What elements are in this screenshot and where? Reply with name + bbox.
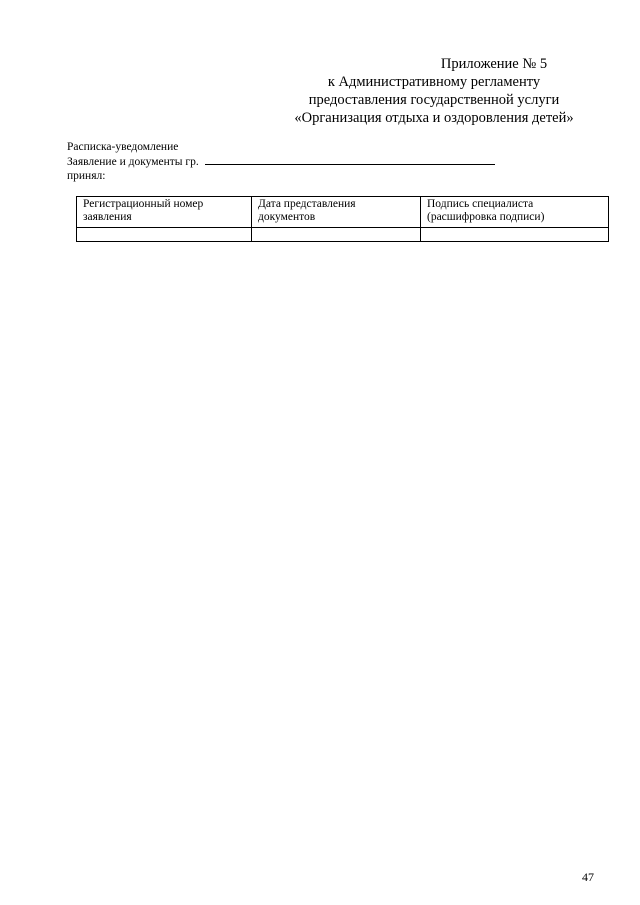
- receipt-applicant-row: [67, 154, 495, 169]
- receipt-accepted-label: принял:: [67, 170, 106, 182]
- receipt-title: Расписка-уведомление: [67, 141, 179, 153]
- header-submission-date: Дата представления документов: [252, 197, 421, 228]
- registration-table: [76, 196, 609, 242]
- applicant-name-field[interactable]: [205, 154, 495, 165]
- specialist-signature-cell[interactable]: [421, 228, 609, 242]
- submission-date-cell[interactable]: [252, 228, 421, 242]
- page-number: 47: [582, 870, 594, 884]
- appendix-service-ref: предоставления государственной услуги: [308, 92, 560, 108]
- header-specialist-signature: Подпись специалиста (расшифровка подписи): [421, 197, 609, 228]
- table-row: [77, 228, 609, 242]
- header-registration-number: Регистрационный номер заявления: [77, 197, 252, 228]
- registration-number-cell[interactable]: [77, 228, 252, 242]
- receipt-applicant-label: Заявление и документы гр.: [67, 156, 199, 168]
- receipt-block: [67, 140, 495, 183]
- appendix-service-name: «Организация отдыха и оздоровления детей»: [294, 110, 574, 126]
- table-header-row: [77, 197, 609, 228]
- appendix-number: Приложение № 5: [440, 56, 548, 72]
- appendix-header: [274, 55, 594, 127]
- appendix-regulation-ref: к Административному регламенту: [327, 74, 541, 90]
